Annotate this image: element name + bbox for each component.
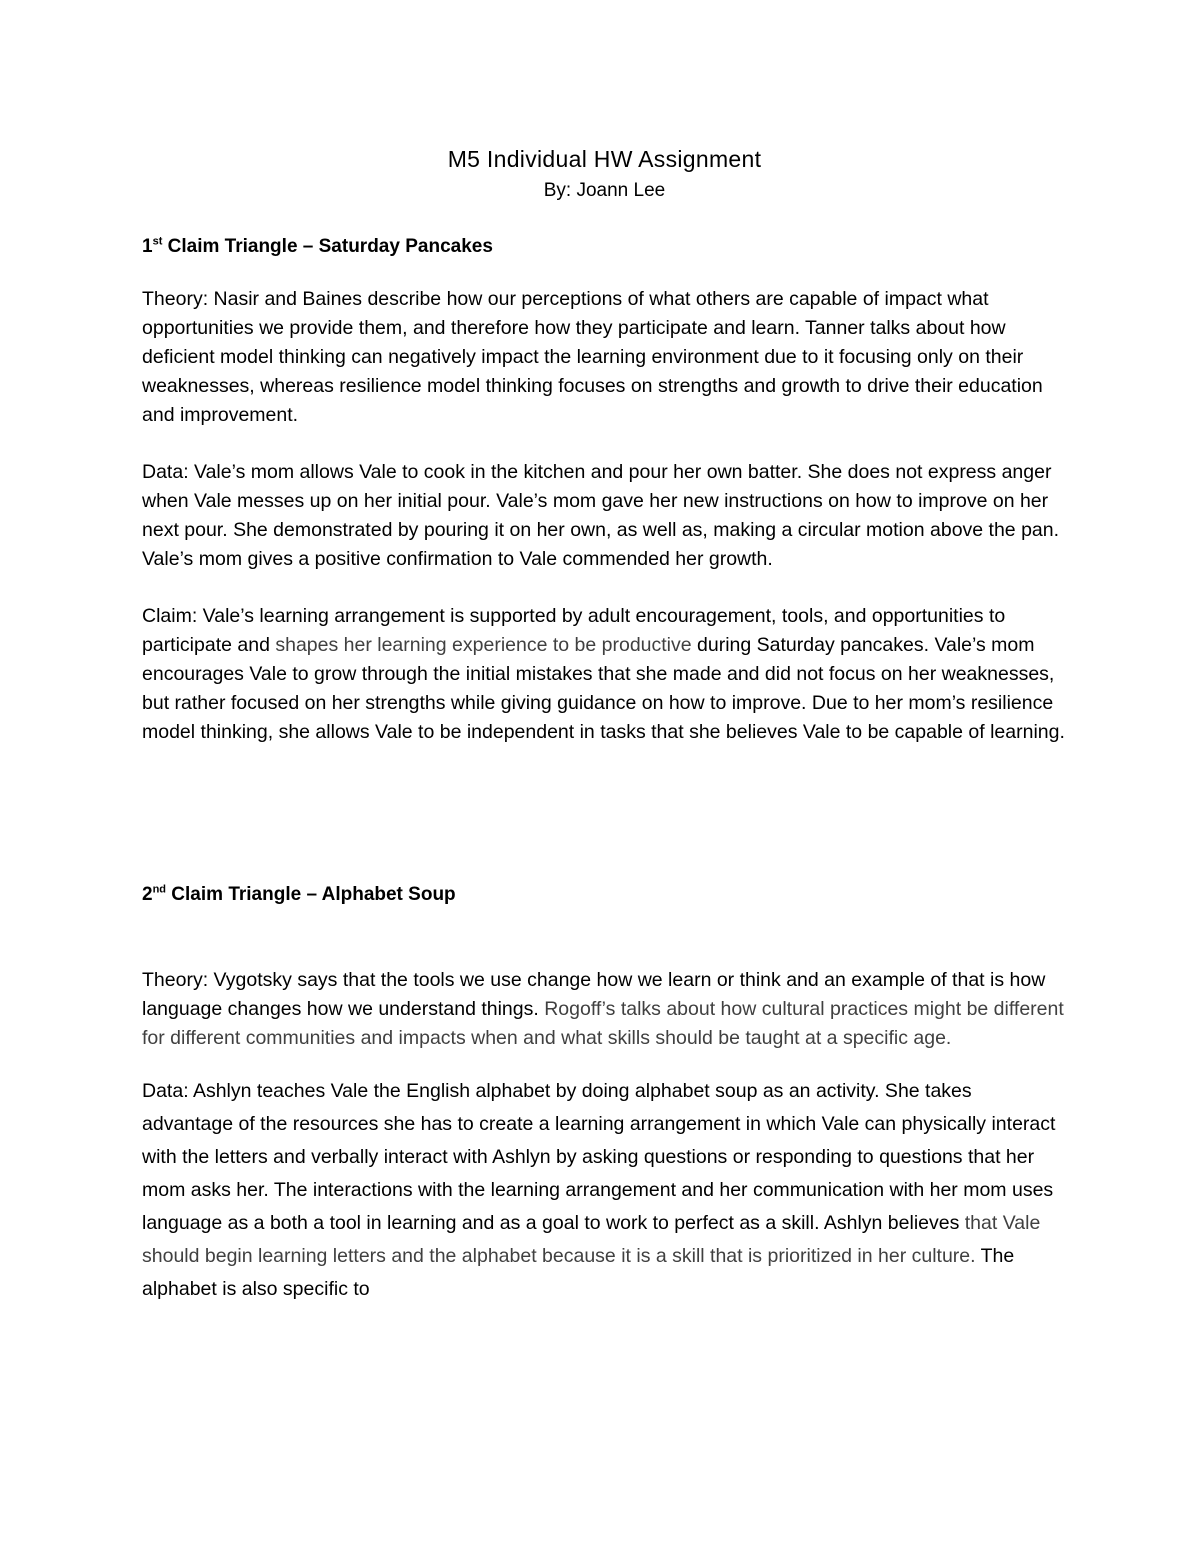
section-1-claim-part-2: shapes her learning experience to be productive [275, 634, 692, 656]
section-2-theory-part-2: Rogoff’s talks about how cultural practices might be different for different communities and impacts when and what skills should be taught at a specific age. [142, 998, 1064, 1049]
section-1-theory: Theory: Nasir and Baines describe how our perceptions of what others are capable of impact what opportunities we provide them, and therefore how they participate and learn. Tanner talks about how deficient model thinking can negatively impact the learning environment due to it focusing only on their weaknesses, whereas resilience model thinking focuses on strengths and growth to drive their education and improvement. [142, 288, 1043, 426]
section-2-data-part-2: that Vale should begin learning letters and the alphabet because it is a skill that is prioritized in her culture. [142, 1212, 1041, 1267]
document-title: M5 Individual HW Assignment [447, 146, 762, 172]
section-2-data-part-3: The alphabet is also specific to [142, 1245, 1015, 1300]
document-byline: By: Joann Lee [543, 180, 666, 201]
document-body [142, 144, 1067, 1306]
section-2-heading [142, 882, 1067, 908]
section-1-heading-number: 1 [142, 236, 153, 257]
section-2-data [142, 1075, 1067, 1306]
section-1-claim-part-1: Claim: Vale’s learning arrangement is supported by adult encouragement, tools, and opportunities to participate and [142, 605, 1006, 656]
section-1-heading-ordinal: st [152, 235, 163, 248]
section-2-theory-part-1: Theory: Vygotsky says that the tools we use change how we learn or think and an example of that is how language changes how we understand things. [142, 969, 1046, 1020]
section-2-heading-text: Claim Triangle – Alphabet Soup [166, 884, 456, 905]
section-2-theory [142, 966, 1067, 1053]
section-1-heading-text: Claim Triangle – Saturday Pancakes [162, 236, 493, 257]
section-1-claim-part-3: during Saturday pancakes. Vale’s mom encourages Vale to grow through the initial mistakes that she made and did not focus on her weaknesses, but rather focused on her strengths while giving guidance on how to improve. Due to her mom’s resilience model thinking, she allows Vale to be independent in tasks that she believes Vale to be capable of learning. [142, 634, 1065, 743]
section-1-claim [142, 602, 1067, 747]
section-2-heading-number: 2 [142, 884, 153, 905]
section-1-data: Data: Vale’s mom allows Vale to cook in the kitchen and pour her own batter. She does not express anger when Vale messes up on her initial pour. Vale’s mom gave her new instructions on how to improve on her next pour. She demonstrated by pouring it on her own, as well as, making a circular motion above the pan. Vale’s mom gives a positive confirmation to Vale commended her growth. [142, 461, 1060, 570]
section-1-heading [142, 234, 1067, 260]
section-2-data-part-1: Data: Ashlyn teaches Vale the English alphabet by doing alphabet soup as an activity. She takes advantage of the resources she has to create a learning arrangement in which Vale can physically interact with the letters and verbally interact with Ashlyn by asking questions or responding to questions that her mom asks her. The interactions with the learning arrangement and her communication with her mom uses language as a both a tool in learning and as a goal to work to perfect as a skill. Ashlyn believes [142, 1080, 1056, 1234]
section-2-heading-ordinal: nd [152, 883, 167, 896]
